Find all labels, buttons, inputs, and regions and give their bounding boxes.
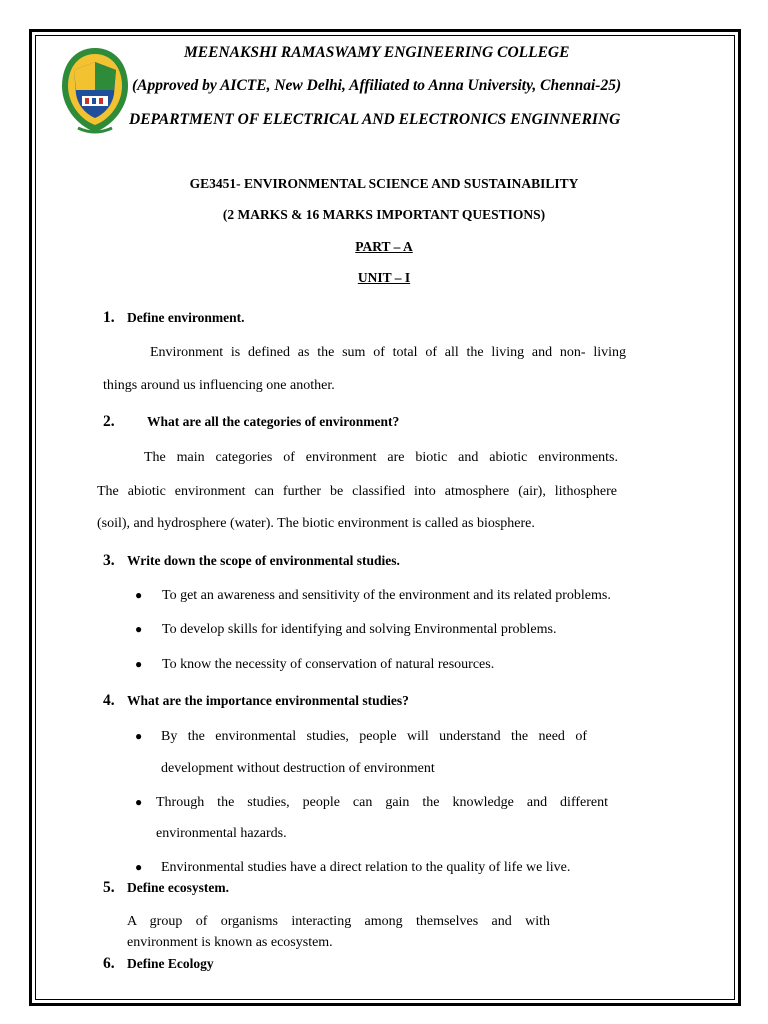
bullet-icon: ● bbox=[135, 860, 143, 874]
question-number: 5. bbox=[103, 879, 115, 896]
bullet-item: Environmental studies have a direct relation to the quality of life we live. bbox=[161, 860, 571, 875]
bullet-item-continuation: environmental hazards. bbox=[156, 826, 287, 841]
unit-heading: UNIT – I bbox=[357, 270, 411, 285]
bullet-icon: ● bbox=[135, 729, 143, 743]
bullet-icon: ● bbox=[135, 795, 143, 809]
bullet-icon: ● bbox=[135, 622, 143, 636]
college-crest-icon bbox=[60, 46, 130, 136]
bullet-item: To develop skills for identifying and solving Environmental problems. bbox=[162, 622, 557, 637]
course-subtitle: (2 MARKS & 16 MARKS IMPORTANT QUESTIONS) bbox=[222, 207, 546, 222]
college-name: MEENAKSHI RAMASWAMY ENGINEERING COLLEGE bbox=[184, 44, 570, 61]
question-text: Define Ecology bbox=[127, 956, 214, 971]
answer-line: Environment is defined as the sum of total of all the living and non- living bbox=[150, 345, 626, 360]
answer-line: things around us influencing one another. bbox=[103, 378, 335, 393]
course-title: GE3451- ENVIRONMENTAL SCIENCE AND SUSTAINABILITY bbox=[189, 176, 579, 191]
answer-line: environment is known as ecosystem. bbox=[127, 935, 333, 950]
department-name: DEPARTMENT OF ELECTRICAL AND ELECTRONICS ENGINNERING bbox=[129, 111, 621, 128]
question-text: What are all the categories of environment? bbox=[147, 414, 400, 429]
question-text: What are the importance environmental studies? bbox=[127, 693, 409, 708]
bullet-item: Through the studies, people can gain the knowledge and different bbox=[156, 795, 608, 810]
bullet-item: To get an awareness and sensitivity of the environment and its related problems. bbox=[162, 588, 611, 603]
question-text: Write down the scope of environmental studies. bbox=[127, 553, 400, 568]
question-number: 1. bbox=[103, 309, 115, 326]
answer-line: The abiotic environment can further be classified into atmosphere (air), lithosphere bbox=[97, 484, 617, 499]
answer-line: A group of organisms interacting among themselves and with bbox=[127, 914, 550, 929]
part-heading: PART – A bbox=[355, 239, 413, 254]
bullet-icon: ● bbox=[135, 657, 143, 671]
question-number: 4. bbox=[103, 692, 115, 709]
bullet-icon: ● bbox=[135, 588, 143, 602]
bullet-item: To know the necessity of conservation of natural resources. bbox=[162, 657, 495, 672]
question-text: Define ecosystem. bbox=[127, 880, 229, 895]
question-number: 6. bbox=[103, 955, 115, 972]
question-text: Define environment. bbox=[127, 310, 245, 325]
bullet-item-continuation: development without destruction of environment bbox=[161, 761, 435, 776]
answer-line: (soil), and hydrosphere (water). The biotic environment is called as biosphere. bbox=[97, 516, 535, 531]
approval-line: (Approved by AICTE, New Delhi, Affiliated to Anna University, Chennai-25) bbox=[132, 77, 622, 94]
question-number: 2. bbox=[103, 413, 115, 430]
answer-line: The main categories of environment are biotic and abiotic environments. bbox=[144, 450, 618, 465]
question-number: 3. bbox=[103, 552, 115, 569]
bullet-item: By the environmental studies, people will understand the need of bbox=[161, 729, 587, 744]
